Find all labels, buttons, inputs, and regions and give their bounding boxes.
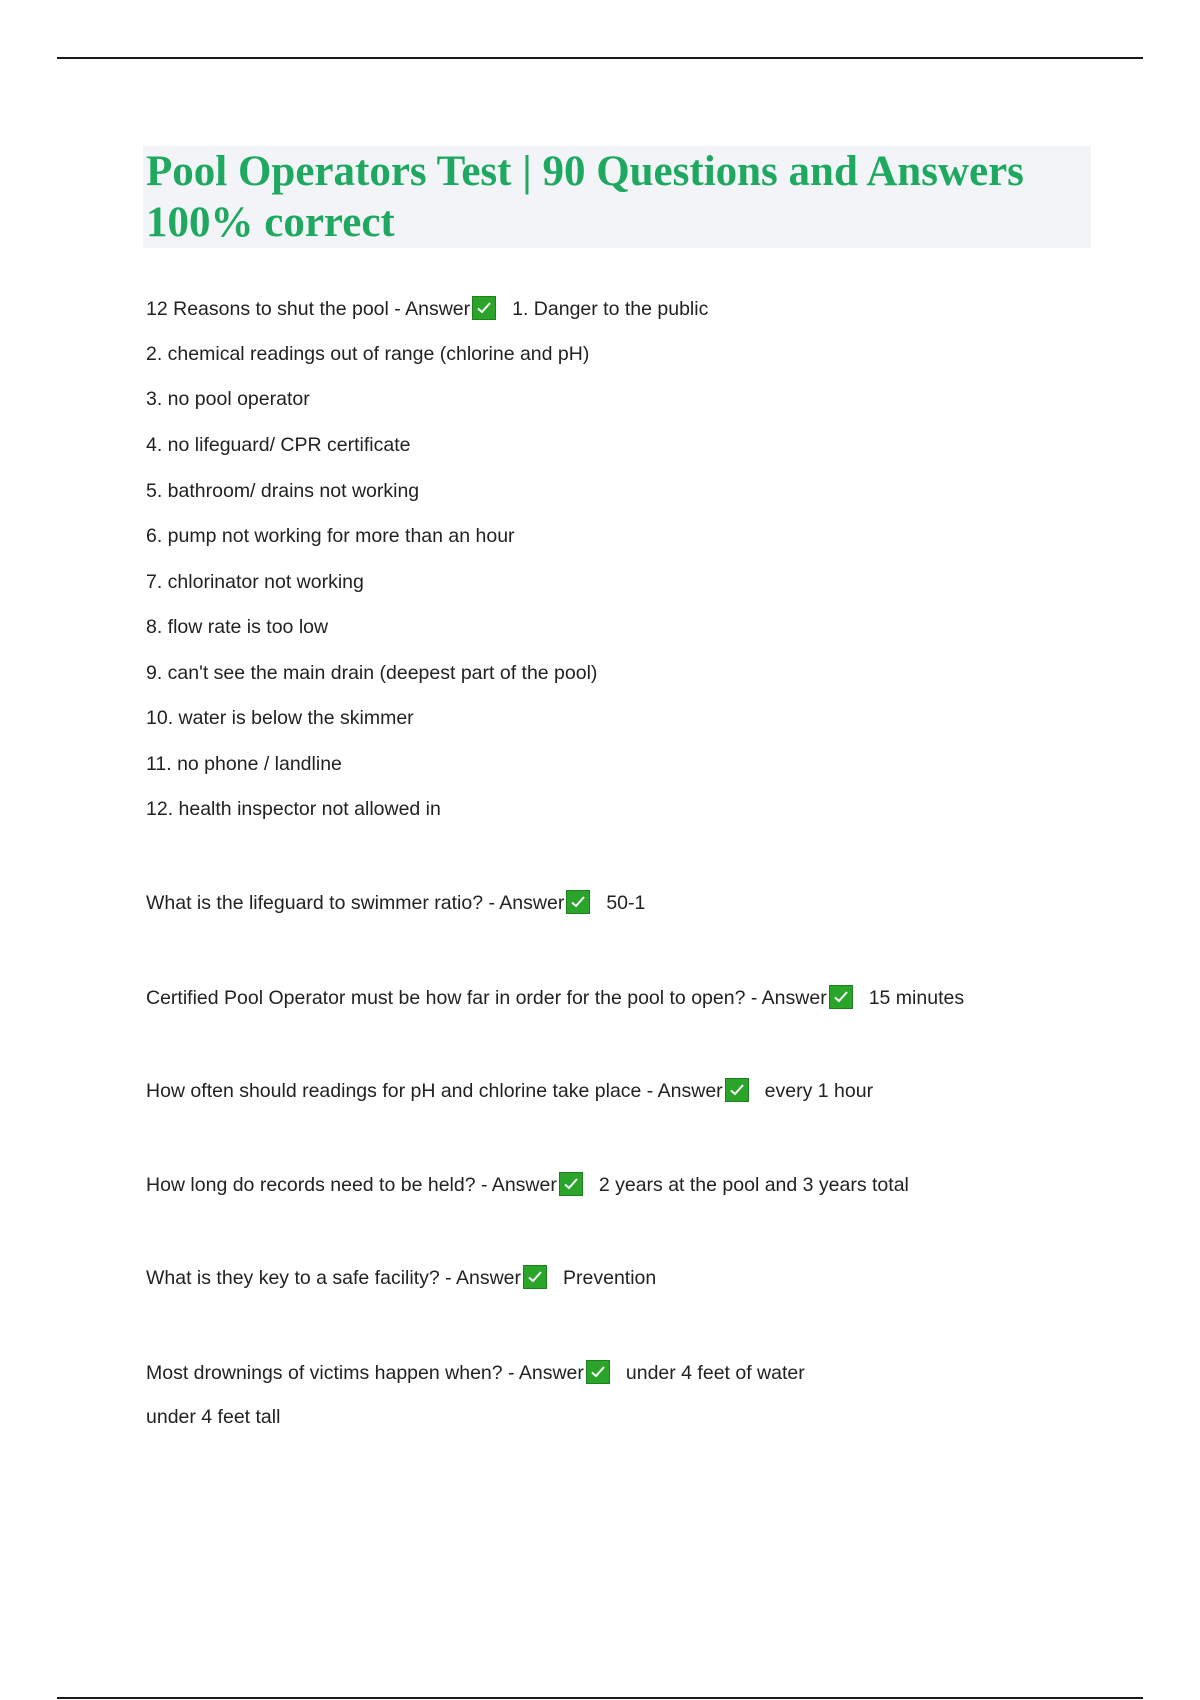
question-text: 12 Reasons to shut the pool - Answer bbox=[146, 298, 471, 320]
question-text: How long do records need to be held? - Answer bbox=[146, 1174, 557, 1196]
qa-item bbox=[146, 296, 708, 321]
check-mark-icon bbox=[523, 1265, 547, 1289]
check-mark-icon bbox=[472, 296, 496, 320]
answer-text: every 1 hour bbox=[764, 1080, 874, 1102]
check-mark-icon bbox=[566, 890, 590, 914]
qa-item bbox=[146, 1265, 656, 1290]
list-item: 2. chemical readings out of range (chlorine and pH) bbox=[146, 343, 590, 365]
list-item: 11. no phone / landline bbox=[146, 753, 342, 775]
list-item: 7. chlorinator not working bbox=[146, 571, 364, 593]
answer-text: 50-1 bbox=[606, 892, 646, 914]
list-item: 6. pump not working for more than an hour bbox=[146, 525, 515, 547]
answer-text: Prevention bbox=[563, 1267, 657, 1289]
answer-text: 2 years at the pool and 3 years total bbox=[598, 1174, 909, 1196]
check-mark-icon bbox=[725, 1078, 749, 1102]
list-item: 5. bathroom/ drains not working bbox=[146, 480, 420, 502]
list-item: under 4 feet tall bbox=[146, 1406, 281, 1428]
check-mark-icon bbox=[829, 985, 853, 1009]
list-item: 10. water is below the skimmer bbox=[146, 707, 414, 729]
document-title: Pool Operators Test | 90 Questions and Answers 100% correct bbox=[146, 148, 1024, 246]
qa-item bbox=[146, 1172, 909, 1197]
qa-item bbox=[146, 985, 964, 1010]
check-mark-icon bbox=[586, 1360, 610, 1384]
check-mark-icon bbox=[559, 1172, 583, 1196]
answer-text: under 4 feet of water bbox=[625, 1362, 805, 1384]
list-item: 4. no lifeguard/ CPR certificate bbox=[146, 434, 411, 456]
question-text: Most drownings of victims happen when? - Answer bbox=[146, 1362, 584, 1384]
list-item: 8. flow rate is too low bbox=[146, 616, 329, 638]
qa-item bbox=[146, 890, 645, 915]
top-rule bbox=[57, 57, 1143, 59]
answer-text: 15 minutes bbox=[868, 987, 965, 1009]
question-text: How often should readings for pH and chlorine take place - Answer bbox=[146, 1080, 723, 1102]
answer-text: 1. Danger to the public bbox=[512, 298, 709, 320]
question-text: Certified Pool Operator must be how far in order for the pool to open? - Answer bbox=[146, 987, 827, 1009]
list-item: 3. no pool operator bbox=[146, 388, 310, 410]
question-text: What is they key to a safe facility? - Answer bbox=[146, 1267, 521, 1289]
list-item: 12. health inspector not allowed in bbox=[146, 798, 441, 820]
qa-item bbox=[146, 1360, 805, 1385]
bottom-rule bbox=[57, 1697, 1143, 1699]
question-text: What is the lifeguard to swimmer ratio? - Answer bbox=[146, 892, 565, 914]
qa-item bbox=[146, 1078, 873, 1103]
list-item: 9. can't see the main drain (deepest part of the pool) bbox=[146, 662, 598, 684]
